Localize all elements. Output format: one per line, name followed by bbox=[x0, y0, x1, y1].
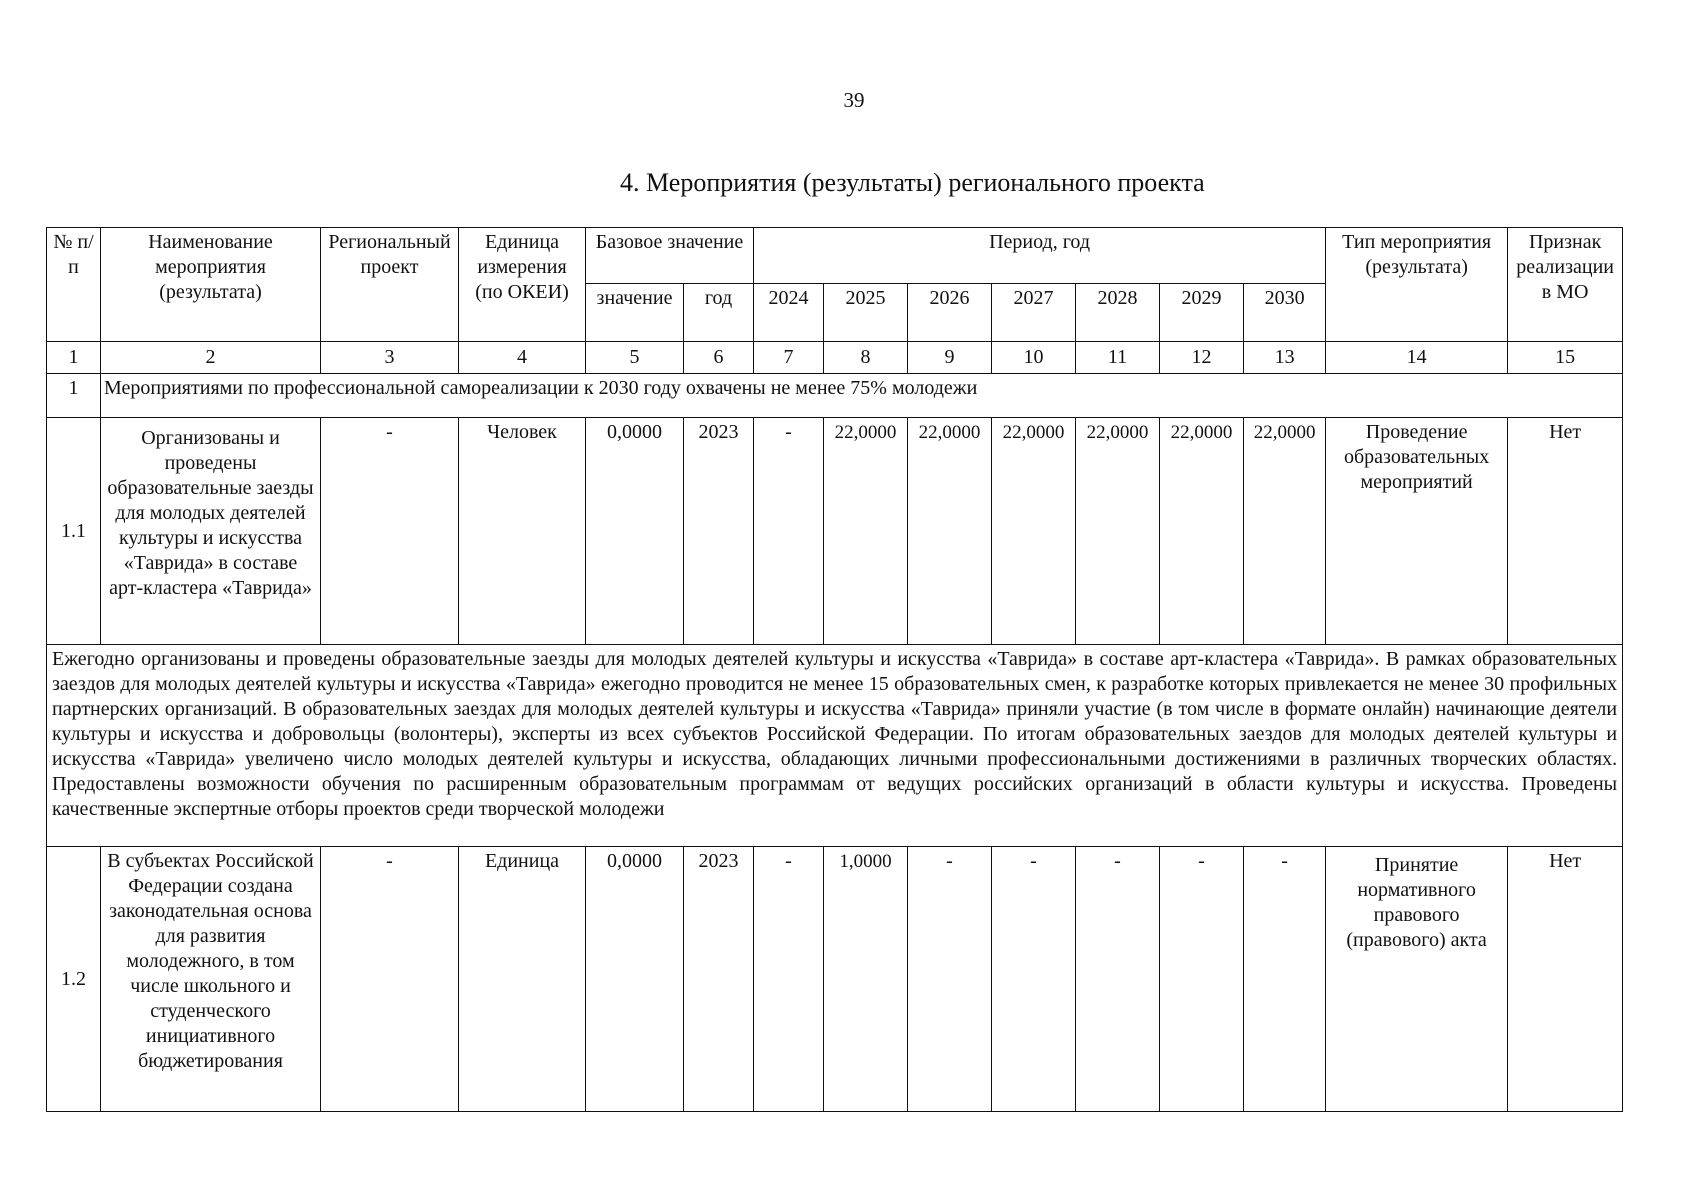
section-title: 4. Мероприятия (результаты) регионального проекта bbox=[620, 168, 1205, 197]
row-year-value: 22,0000 bbox=[1076, 418, 1160, 645]
header-name: Наименование мероприятия (результата) bbox=[101, 228, 321, 342]
header-unit: Единица измерения (по ОКЕИ) bbox=[459, 228, 586, 342]
row-base-value: 0,0000 bbox=[586, 418, 684, 645]
table-row bbox=[47, 847, 1623, 1112]
task-num: 1 bbox=[47, 374, 101, 418]
column-number: 15 bbox=[1508, 342, 1623, 374]
row-year-value: - bbox=[908, 847, 992, 1112]
column-number: 8 bbox=[824, 342, 908, 374]
description-row bbox=[47, 645, 1623, 847]
row-year-value: 22,0000 bbox=[1160, 418, 1244, 645]
header-year: 2030 bbox=[1244, 284, 1326, 342]
column-number: 7 bbox=[754, 342, 824, 374]
task-text: Мероприятиями по профессиональной самореализации к 2030 году охвачены не менее 75% молодежи bbox=[101, 374, 1623, 418]
row-mo-sign: Нет bbox=[1508, 847, 1623, 1112]
row-year-value: 22,0000 bbox=[992, 418, 1076, 645]
header-mo-sign: Признак реализации в МО bbox=[1508, 228, 1623, 342]
row-name: В субъектах Российской Федерации создана законодательная основа для развития молодежного, в том числе школьного и студенческого инициативного бюджетирования bbox=[101, 847, 321, 1112]
header-period: Период, год bbox=[754, 228, 1326, 284]
column-number: 13 bbox=[1244, 342, 1326, 374]
column-number: 10 bbox=[992, 342, 1076, 374]
header-base-value-value: значение bbox=[586, 284, 684, 342]
projects-table bbox=[46, 227, 1623, 1112]
header-type: Тип мероприятия (результата) bbox=[1326, 228, 1508, 342]
header-year: 2029 bbox=[1160, 284, 1244, 342]
column-number: 1 bbox=[47, 342, 101, 374]
row-base-value: 0,0000 bbox=[586, 847, 684, 1112]
header-year: 2025 bbox=[824, 284, 908, 342]
row-type: Принятие нормативного правового (правового) акта bbox=[1326, 847, 1508, 1112]
row-num: 1.2 bbox=[47, 847, 101, 1112]
task-row bbox=[47, 374, 1623, 418]
row-base-year: 2023 bbox=[684, 847, 754, 1112]
row-year-value: - bbox=[754, 418, 824, 645]
row-year-value: - bbox=[1244, 847, 1326, 1112]
row-year-value: 22,0000 bbox=[908, 418, 992, 645]
row-year-value: 22,0000 bbox=[1244, 418, 1326, 645]
row-year-value: 1,0000 bbox=[824, 847, 908, 1112]
header-year: 2026 bbox=[908, 284, 992, 342]
table-row bbox=[47, 418, 1623, 645]
column-number: 14 bbox=[1326, 342, 1508, 374]
header-year: 2024 bbox=[754, 284, 824, 342]
header-base-value: Базовое значение bbox=[586, 228, 754, 284]
row-type: Проведение образовательных мероприятий bbox=[1326, 418, 1508, 645]
column-number-row bbox=[47, 342, 1623, 374]
header-num: № п/п bbox=[47, 228, 101, 342]
column-number: 12 bbox=[1160, 342, 1244, 374]
page-number: 39 bbox=[843, 88, 865, 112]
row-description: Ежегодно организованы и проведены образовательные заезды для молодых деятелей культуры и искусства «Таврида» в составе арт-кластера «Таврида». В рамках образовательных заездов для молодых деятелей культуры и искусства «Таврида» ежегодно проводится не менее 15 образовательных смен, к разработке которых привлекается не менее 30 профильных партнерских организаций. В образовательных заездах для молодых деятелей культуры и искусства «Таврида» приняли участие (в том числе в формате онлайн) начинающие деятели культуры и искусства и добровольцы (волонтеры), эксперты из всех субъектов Российской Федерации. По итогам образовательных заездов для молодых деятелей культуры и искусства «Таврида» увеличено число молодых деятелей культуры и искусства, обладающих личными профессиональными достижениями в различных творческих областях. Предоставлены возможности обучения по расширенным образовательным программам от ведущих российских организаций в области культуры и искусства. Проведены качественные экспертные отборы проектов среди творческой молодежи bbox=[47, 645, 1623, 847]
column-number: 11 bbox=[1076, 342, 1160, 374]
header-year: 2028 bbox=[1076, 284, 1160, 342]
row-year-value: - bbox=[992, 847, 1076, 1112]
column-number: 6 bbox=[684, 342, 754, 374]
column-number: 5 bbox=[586, 342, 684, 374]
row-year-value: - bbox=[1076, 847, 1160, 1112]
header-row-1 bbox=[47, 228, 1623, 284]
row-base-year: 2023 bbox=[684, 418, 754, 645]
row-mo-sign: Нет bbox=[1508, 418, 1623, 645]
column-number: 4 bbox=[459, 342, 586, 374]
row-name: Организованы и проведены образовательные заезды для молодых деятелей культуры и искусства «Таврида» в составе арт-кластера «Таврида» bbox=[101, 418, 321, 645]
row-year-value: - bbox=[1160, 847, 1244, 1112]
row-regional-project: - bbox=[321, 418, 459, 645]
column-number: 9 bbox=[908, 342, 992, 374]
row-year-value: 22,0000 bbox=[824, 418, 908, 645]
row-regional-project: - bbox=[321, 847, 459, 1112]
row-unit: Единица bbox=[459, 847, 586, 1112]
row-num: 1.1 bbox=[47, 418, 101, 645]
column-number: 2 bbox=[101, 342, 321, 374]
header-base-value-year: год bbox=[684, 284, 754, 342]
column-number: 3 bbox=[321, 342, 459, 374]
header-regional-project: Региональный проект bbox=[321, 228, 459, 342]
row-year-value: - bbox=[754, 847, 824, 1112]
row-unit: Человек bbox=[459, 418, 586, 645]
header-year: 2027 bbox=[992, 284, 1076, 342]
